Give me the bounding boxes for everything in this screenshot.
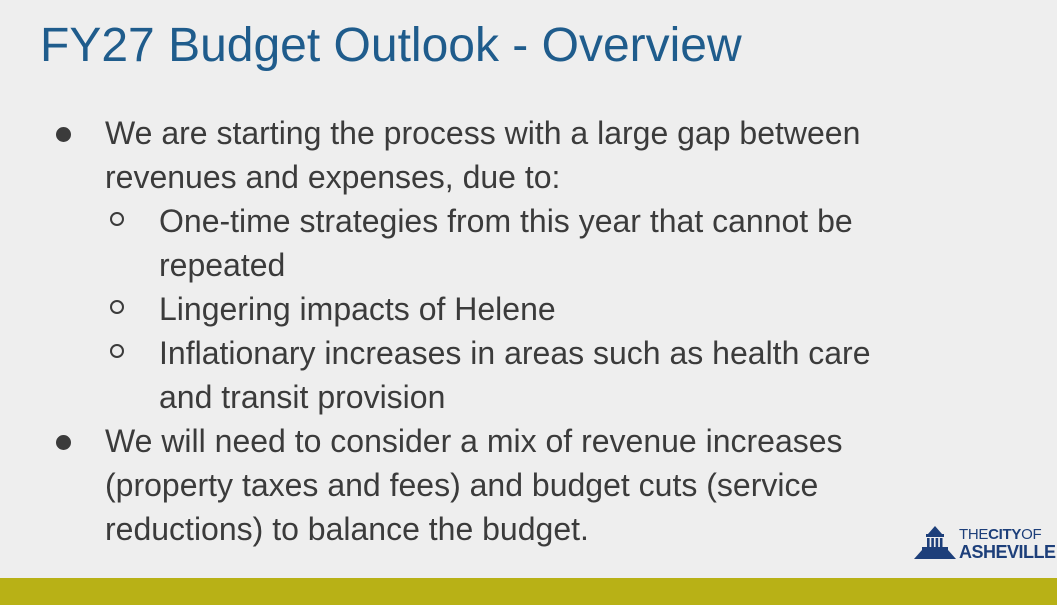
bullet-line: reductions) to balance the budget. [105,511,589,547]
city-hall-building-icon [914,525,956,559]
logo-city: CITY [988,526,1022,543]
logo-the: THE [959,526,989,543]
bullet-item [0,419,1000,551]
sub-bullet-line: One-time strategies from this year that cannot be [159,203,853,239]
hollow-bullet-icon [110,212,124,226]
bottom-accent-bar [0,578,1057,605]
hollow-bullet-icon [110,344,124,358]
hollow-bullet-icon [110,300,124,314]
slide-title: FY27 Budget Outlook - Overview [40,19,742,72]
city-of-asheville-logo [914,523,1056,563]
sub-bullet-line: Inflationary increases in areas such as health care [159,335,871,371]
filled-bullet-icon [56,127,71,142]
logo-text-top [959,526,1041,543]
sub-bullet-line: Lingering impacts of Helene [159,291,556,327]
sub-bullet-item [0,287,1000,331]
sub-bullet-line: and transit provision [159,379,446,415]
sub-bullet-item [0,199,1000,287]
bullet-item [0,111,1000,199]
bullet-line: We will need to consider a mix of revenue increases [105,423,843,459]
bullet-line: revenues and expenses, due to: [105,159,561,195]
logo-of: OF [1021,526,1042,543]
slide-body [0,111,1000,551]
sub-bullet-line: repeated [159,247,286,283]
bullet-line: (property taxes and fees) and budget cuts (service [105,467,819,503]
bullet-line: We are starting the process with a large gap between [105,115,861,151]
logo-asheville: ASHEVILLE [959,542,1056,562]
filled-bullet-icon [56,435,71,450]
sub-bullet-item [0,331,1000,419]
